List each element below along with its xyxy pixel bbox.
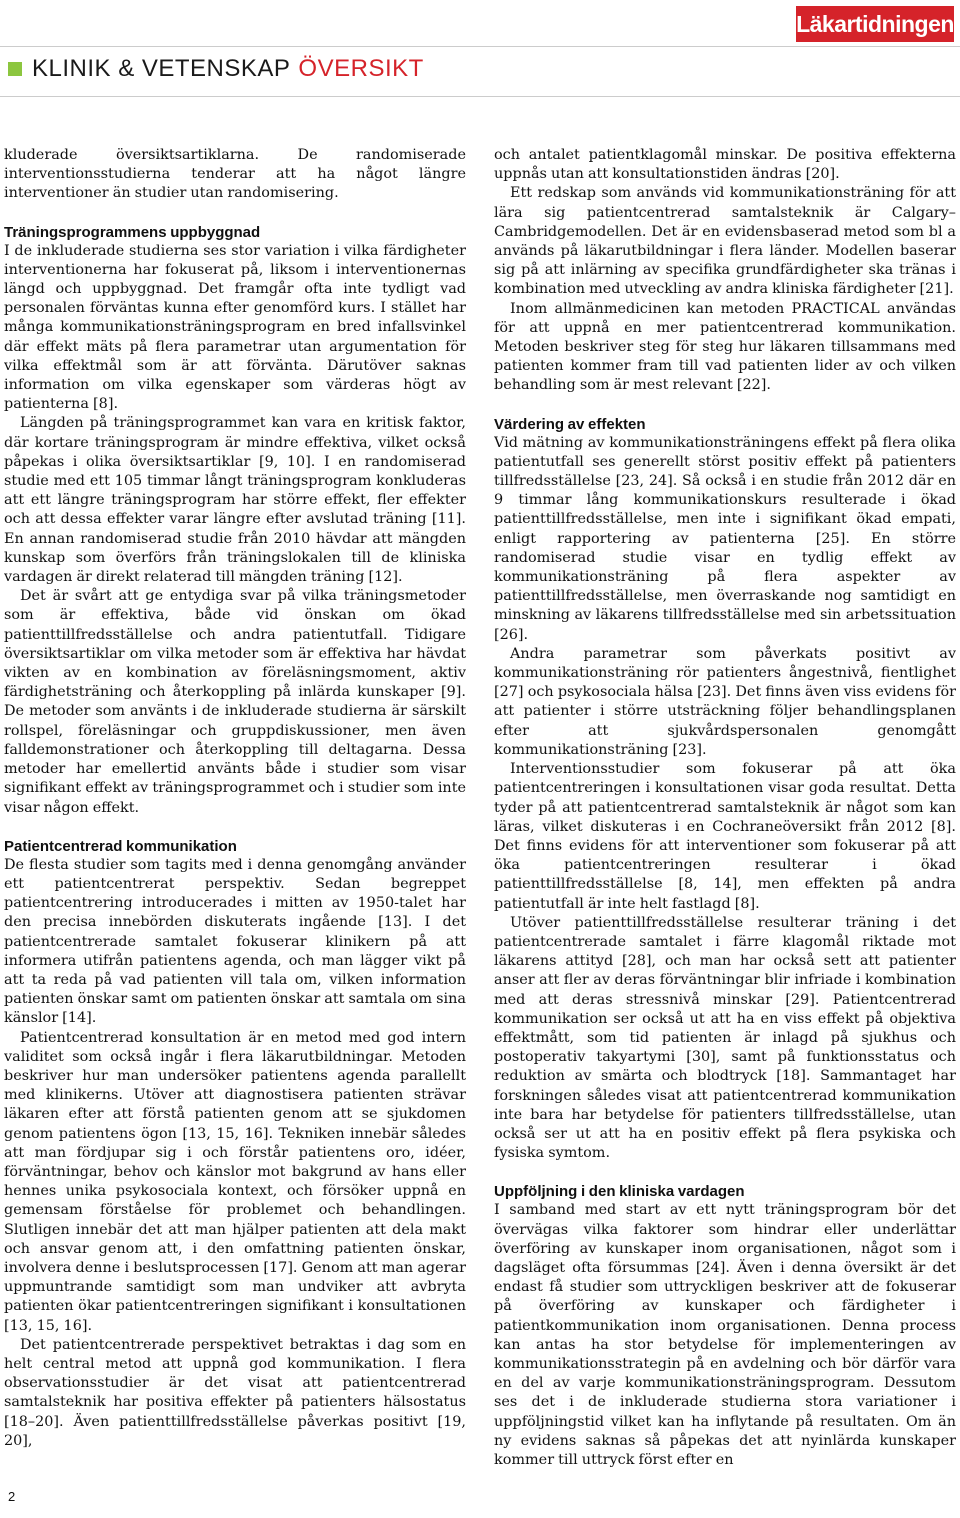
page-number: 2 xyxy=(8,1489,16,1504)
section-type-label: ÖVERSIKT xyxy=(298,55,424,82)
paragraph: Det är svårt att ge entydiga svar på vilka träningsmetoder som är effektiva, både vid önskan om ökad patienttillfredsställelse och andra patientutfall. Tidigare översiktsartiklar om vilka metoder som är effektiva har hävdat vikten av en kombination av föreläsningsmoment, aktiv färdighetsträning och återkoppling på inlärda kunskaper [9]. De metoder som använts i de inkluderade studierna är särskilt rollspel, föreläsningar och gruppdiskussioner, men även falldemonstrationer och återkoppling till deltagarna. Dessa metoder har emellertid använts både i studier som visar signifikant effekt av träningsprogrammet och i studier som inte visar någon effekt. xyxy=(4,588,466,816)
paragraph: Längden på träningsprogrammet kan vara en kritisk faktor, där kortare träningsprogram är mindre effektiva, vilket också påpekas i olika översiktsartiklar [9, 10]. I en randomiserad studie med ett 105 timmar långt träningsprogram konkluderas att ett längre träningsprogram har större effekt, fler effekter och att dessa effekter varar längre efter avslutad träning [11]. En annan randomiserad studie från 2010 hävdar att mängden kunskap som överförs från träningslokalen till de kliniska vardagen är direkt relaterad till mängden träning [12]. xyxy=(4,415,466,586)
subheading: Träningsprogrammens uppbyggnad xyxy=(4,223,261,241)
header-divider xyxy=(0,46,960,47)
paragraph: Andra parametrar som påverkats positivt av kommunikationsträning rör patienters ångestnivå, fientlighet [27] och psykosociala hälsa [23]. Det finns även viss evidens för att patienter i större utsträckning följer behandlingsplanen efter att sjukvårdspersonalen genomgått kommunikationsträning [23]. xyxy=(494,645,956,758)
paragraph: Patientcentrerad konsultation är en metod med god intern validitet som också ingår i flera läkarutbildningar. Metoden beskriver hur man undersöker patientens agenda parallellt med klinikerns. Utöver att diagnostisera patienten strävar läkaren efter att förstå patienten genom att se sjukdomen genom patientens ögon [13, 15, 16]. Tekniken innebär således att man fördjupar sig i och förstår patientens oro, idéer, förväntningar, behov och känslor mot bakgrund av hans eller hennes unika psykosociala kontext, och försöker uppnå en gemensam förståelse för problemet och behandlingen. Slutligen innebär det att man hjälper patienten att dela makt och ansvar genom att, i den omfattning patienten önskar, involvera denne i beslutsprocessen [17]. Genom att man agerar uppmuntrande samtidigt som man undviker att avbryta patienten ökar patientcentreringen signifikant i konsultationen [13, 15, 16]. xyxy=(4,1029,466,1334)
subheading: Patientcentrerad kommunikation xyxy=(4,837,237,855)
paragraph: Inom allmänmedicinen kan metoden PRACTICAL användas för att uppnå en mer patientcentrerad kommunikation. Metoden beskriver steg för steg hur läkaren tillsammans med patienten kommer fram till vad patienten lider av och vilken behandling som är mest relevant [22]. xyxy=(494,300,956,394)
paragraph: Utöver patienttillfredsställelse resulterar träning i det patientcentrerade samtalet i färre klagomål riktade mot läkarens attityd [28], och man har också sett att patienter anser att fler av deras förväntningar blir infriade i kombination med att deras stressnivå minskar [29]. Patientcentrerad kommunikation ser också ut att ha en viss effekt på objektiva effektmått, som tid patienten är inlagd på sjukhus och postoperativ takyartymi [30], samt på funktionsstatus och reduktion av smärta och blodtryck [18]. Sammantaget har forskningen således visat att patientcentrerad kommunikation inte bara har betydelse för patienters tillfredsställelse, utan också ser ut att ha en positiv effekt på flera psykiska och fysiska symtom. xyxy=(494,914,956,1162)
section-header xyxy=(8,53,424,85)
paragraph: kluderade översiktsartiklarna. De randomiserade interventionsstudierna tenderar att ha något längre interventioner än studier utan randomisering. xyxy=(4,147,466,202)
paragraph: Ett redskap som används vid kommunikationsträning för att lära sig patientcentrerad samtalsteknik är Calgary–Cambridgemodellen. Det är en evidensbaserad metod som bl a används på läkarutbildningar i flera länder. Modellen baserar sig på att inlärning av specifika grundfärdigheter ska tränas i kombination med utveckling av andra kliniska färdigheter [21]. xyxy=(494,185,956,298)
section-label: KLINIK & VETENSKAP xyxy=(32,55,291,82)
paragraph: I samband med start av ett nytt träningsprogram bör det övervägas vilka faktorer som hindrar eller underlättar överföring av kunskaper inom organisationen, något som i dagsläget ofta försummas [24]. Även i denna översikt är det endast få studier som uttryckligen beskriver att de fokuserar på överföring av kunskaper och färdigheter i patientkommunikation inom organisationen. Denna process kan antas ha stor betydelse för implementeringen av kommunikationsstrategin på en avdelning och bör därför vara en del av varje kommunikationsträningsprogram. Dessutom ses det i de inkluderade studierna stora variationer i uppföljningstid vilket kan ha inflytande på resultaten. Om än ny evidens saknas så påpekas det att nyinlärda kunskaper kommer till uttryck först efter en xyxy=(494,1202,956,1468)
section-divider xyxy=(0,96,960,97)
paragraph: Interventionsstudier som fokuserar på att öka patientcentreringen i konsultationen visar goda resultat. Detta tyder på att patientcentrerad samtalsteknik är något som kan läras, vilket diskuteras i en Cochraneöversikt från 2012 [8]. Det finns evidens för att interventioner som fokuserar på att öka patientcentreringen resulterar i ökad patienttillfredsställelse [8, 14], men effekten på andra patientutfall är inte helt fastlagd [8]. xyxy=(494,761,956,912)
subheading: Värdering av effekten xyxy=(494,415,646,433)
paragraph: I de inkluderade studierna ses stor variation i vilka färdigheter interventionerna har fokuserat på, liksom i interventionernas längd och uppbyggnad. Det framgår ofta inte tydligt vad personalen förväntas kunna efter genomförd kurs. I stället har många kommunikationsträningsprogram en bred infallsvinkel där effekt mäts på flera parametrar utan argumentation för vilka effektmål som är att förvänta. Därutöver saknas information om vilka egenskaper som värderas högt av patienterna [8]. xyxy=(4,242,466,413)
paragraph: Vid mätning av kommunikationsträningens effekt på flera olika patientutfall ses generellt störst positiv effekt på patienters tillfredsställelse [23, 24]. Så också i en studie från 2012 där en 9 timmar lång kommunikationskurs resulterade i ökad patienttillfredsställelse, men inte i signifikant ökad empati, enligt rapportering av patienterna [25]. En större randomiserad studie visar en tydlig effekt av kommunikationsträning på flera aspekter av patienttillfredsställelse, men överraskande nog samtidigt en minskning av läkarens tillfredsställelse med sin arbetssituation [26]. xyxy=(494,434,956,643)
left-column xyxy=(4,146,466,1471)
right-column xyxy=(494,146,956,1471)
section-marker-icon xyxy=(8,62,22,76)
journal-logo: Läkartidningen xyxy=(796,6,954,42)
paragraph: Det patientcentrerade perspektivet betraktas i dag som en helt central metod att uppnå god kommunikation. I flera observationsstudier är det visat att patientcentrerad samtalsteknik har positiva effekter på patienters hälsostatus [18–20]. Även patienttillfredsställelse påverkas positivt [19, 20], xyxy=(4,1336,466,1449)
paragraph: och antalet patientklagomål minskar. De positiva effekterna uppnås utan att konsultationstiden ändras [20]. xyxy=(494,147,956,183)
paragraph: De flesta studier som tagits med i denna genomgång använder ett patientcentrerat perspektiv. Sedan begreppet patientcentrering introducerades i mitten av 1950-talet har den precisa innebörden diskuterats ingående [13]. I det patientcentrerade samtalet fokuserar klinikern på att informera utifrån patientens agenda, och man lägger vikt på att ta reda på vad patienten vill tala om, vilken information patienten önskar samt om patienten önskar att samtala om sina känslor [14]. xyxy=(4,856,466,1027)
subheading: Uppföljning i den kliniska vardagen xyxy=(494,1183,745,1201)
